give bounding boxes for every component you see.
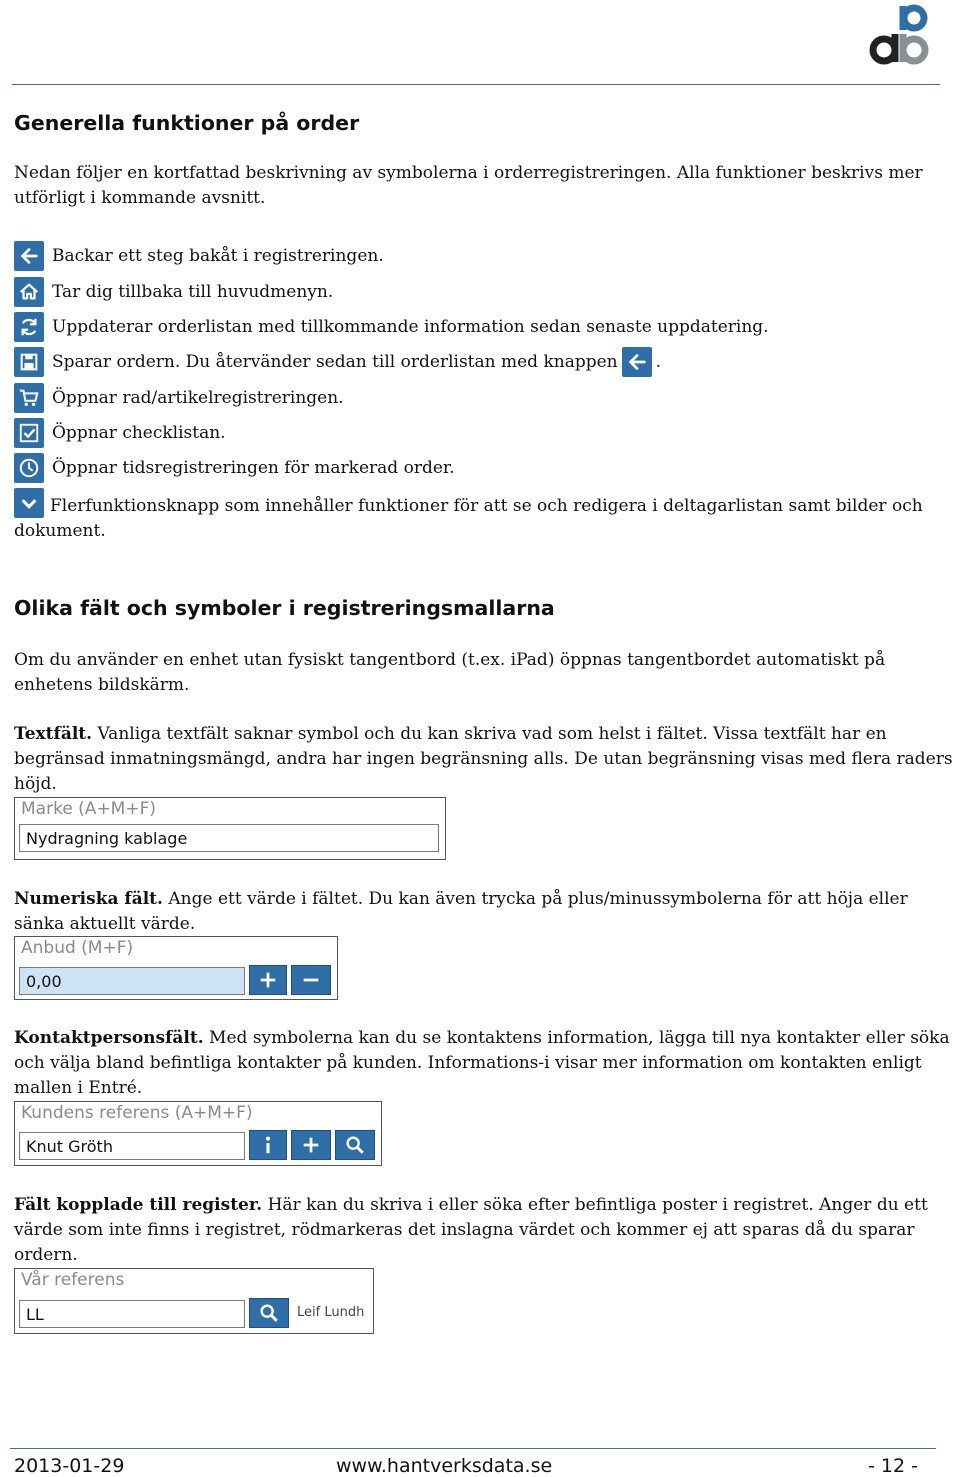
register-example xyxy=(14,1268,374,1334)
back-arrow-icon xyxy=(622,347,652,377)
refresh-icon xyxy=(14,312,44,342)
footer-divider xyxy=(10,1448,936,1449)
icon-desc-suffix: . xyxy=(655,352,662,372)
info-button[interactable] xyxy=(249,1130,287,1160)
text-input[interactable]: Nydragning kablage xyxy=(19,824,439,852)
icon-desc-multifunction: Flerfunktionsknapp som innehåller funktioner för att se och redigera i deltagarlistan samt bilder och dokument. xyxy=(14,496,923,541)
footer-url[interactable]: www.hantverksdata.se xyxy=(336,1455,553,1477)
section-heading-general: Generella funktioner på order xyxy=(14,111,360,135)
icon-desc: Öppnar tidsregistreringen för markerad order. xyxy=(52,458,455,478)
icon-desc: Öppnar checklistan. xyxy=(52,423,226,443)
header-divider xyxy=(12,84,940,85)
search-icon xyxy=(258,1302,280,1324)
icon-row-save xyxy=(14,346,661,378)
contact-paragraph xyxy=(14,1026,959,1101)
search-icon xyxy=(344,1134,366,1156)
contact-example xyxy=(14,1101,382,1166)
save-icon xyxy=(14,347,44,377)
info-icon xyxy=(257,1134,279,1156)
icon-row-back xyxy=(14,240,384,272)
search-contact-button[interactable] xyxy=(335,1130,375,1160)
numeric-text: Ange ett värde i fältet. Du kan även trycka på plus/minussymbolerna för att höja eller sänka aktuellt värde. xyxy=(14,889,908,934)
register-input[interactable]: LL xyxy=(19,1300,245,1328)
textfield-text: Vanliga textfält saknar symbol och du kan skriva vad som helst i fältet. Vissa textfält har en begränsad inmatningsmängd, andra har ingen begränsning alls. De utan begränsning visas med flera raders höjd. xyxy=(14,724,953,794)
checklist-icon xyxy=(14,418,44,448)
icon-desc: Backar ett steg bakåt i registreringen. xyxy=(52,246,384,266)
minus-button[interactable] xyxy=(291,965,331,995)
icon-desc: Tar dig tillbaka till huvudmenyn. xyxy=(52,282,334,302)
contact-text: Med symbolerna kan du se kontaktens information, lägga till nya kontakter eller söka och välja bland befintliga kontakter på kunden. Informations-i visar mer information om kontakten enligt mallen i Entré. xyxy=(14,1028,950,1098)
search-register-button[interactable] xyxy=(249,1298,289,1328)
clock-icon xyxy=(14,453,44,483)
field-label: Marke (A+M+F) xyxy=(21,799,157,819)
icon-row-checklist xyxy=(14,417,226,449)
textfield-example xyxy=(14,797,446,860)
home-icon xyxy=(14,277,44,307)
icon-desc: Öppnar rad/artikelregistreringen. xyxy=(52,388,344,408)
numeric-paragraph xyxy=(14,887,959,937)
back-arrow-icon xyxy=(14,241,44,271)
icon-row-cart xyxy=(14,382,344,414)
register-title: Fält kopplade till register. xyxy=(14,1195,263,1215)
plus-icon xyxy=(257,969,279,991)
cart-icon xyxy=(14,383,44,413)
plus-icon xyxy=(300,1134,322,1156)
icon-row-clock xyxy=(14,452,455,484)
footer-date: 2013-01-29 xyxy=(14,1455,125,1477)
field-label: Anbud (M+F) xyxy=(21,938,134,958)
ipad-note: Om du använder en enhet utan fysiskt tangentbord (t.ex. iPad) öppnas tangentbordet automatiskt på enhetens bildskärm. xyxy=(14,650,886,695)
plus-button[interactable] xyxy=(249,965,287,995)
footer-page-number: - 12 - xyxy=(868,1455,918,1477)
icon-desc: Uppdaterar orderlistan med tillkommande information sedan senaste uppdatering. xyxy=(52,317,769,337)
register-text: Här kan du skriva i eller söka efter befintliga poster i registret. Anger du ett värde som inte finns i registret, rödmarkeras det inslagna värdet och kommer ej att sparas då du sparar ordern. xyxy=(14,1195,928,1265)
lookup-name: Leif Lundh xyxy=(297,1305,365,1320)
contact-title: Kontaktpersonsfält. xyxy=(14,1028,204,1048)
add-contact-button[interactable] xyxy=(291,1130,331,1160)
field-label: Vår referens xyxy=(21,1270,125,1290)
intro-paragraph: Nedan följer en kortfattad beskrivning av symbolerna i orderregistreringen. Alla funktioner beskrivs mer utförligt i kommande avsnitt. xyxy=(14,163,923,208)
section-heading-fields: Olika fält och symboler i registreringsmallarna xyxy=(14,596,555,620)
numeric-title: Numeriska fält. xyxy=(14,889,163,909)
contact-input[interactable]: Knut Gröth xyxy=(19,1132,245,1160)
numeric-input[interactable]: 0,00 xyxy=(19,967,245,995)
field-label: Kundens referens (A+M+F) xyxy=(21,1103,253,1123)
icon-row-home xyxy=(14,276,333,308)
icon-desc: Sparar ordern. Du återvänder sedan till orderlistan med knappen xyxy=(52,352,618,372)
minus-icon xyxy=(300,969,322,991)
textfield-paragraph xyxy=(14,722,959,797)
company-logo xyxy=(868,4,934,66)
icon-row-refresh xyxy=(14,311,769,343)
register-paragraph xyxy=(14,1193,959,1268)
textfield-title: Textfält. xyxy=(14,724,93,744)
numeric-example xyxy=(14,936,338,1000)
